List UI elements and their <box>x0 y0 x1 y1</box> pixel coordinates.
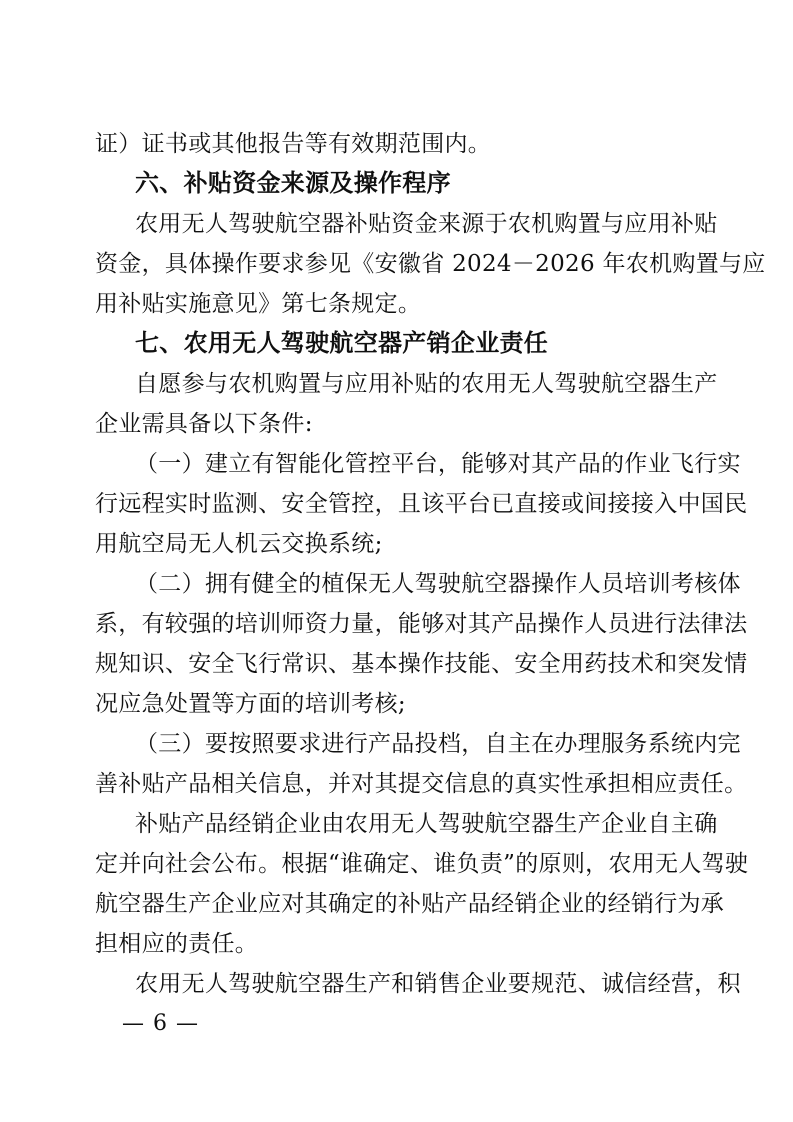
body-line-item-two: （二）拥有健全的植保无人驾驶航空器操作人员培训考核体 <box>135 571 741 597</box>
body-line: 行远程实时监测、安全管控，且该平台已直接或间接接入中国民 <box>95 491 748 517</box>
body-line: 善补贴产品相关信息，并对其提交信息的真实性承担相应责任。 <box>95 771 748 797</box>
body-line: 资金，具体操作要求参见《安徽省 2024－2026 年农机购置与应 <box>95 251 766 277</box>
body-line: 规知识、安全飞行常识、基本操作技能、安全用药技术和突发情 <box>95 651 748 677</box>
body-line: 农用无人驾驶航空器补贴资金来源于农机购置与应用补贴 <box>135 211 718 237</box>
body-line: 企业需具备以下条件: <box>95 411 313 437</box>
body-line: 况应急处置等方面的培训考核; <box>95 691 406 717</box>
body-line: 担相应的责任。 <box>95 931 259 957</box>
body-line: 用航空局无人机云交换系统; <box>95 531 383 557</box>
body-line-item-three: （三）要按照要求进行产品投档，自主在办理服务系统内完 <box>135 731 741 757</box>
body-line: 自愿参与农机购置与应用补贴的农用无人驾驶航空器生产 <box>135 371 718 397</box>
body-line: 定并向社会公布。根据“谁确定、谁负责”的原则，农用无人驾驶 <box>95 851 749 877</box>
body-line: 证）证书或其他报告等有效期范围内。 <box>95 131 492 157</box>
document-body <box>95 124 766 1044</box>
page-number: — 6 — <box>122 1011 199 1036</box>
body-line: 农用无人驾驶航空器生产和销售企业要规范、诚信经营，积 <box>135 971 741 997</box>
body-line: 补贴产品经销企业由农用无人驾驶航空器生产企业自主确 <box>135 811 718 837</box>
body-line: 航空器生产企业应对其确定的补贴产品经销企业的经销行为承 <box>95 891 725 917</box>
body-line: 用补贴实施意见》第七条规定。 <box>95 291 422 317</box>
heading-section-seven: 七、农用无人驾驶航空器产销企业责任 <box>135 330 549 357</box>
heading-section-six: 六、补贴资金来源及操作程序 <box>135 170 451 197</box>
body-line-item-one: （一）建立有智能化管控平台，能够对其产品的作业飞行实 <box>135 451 741 477</box>
body-line: 系，有较强的培训师资力量，能够对其产品操作人员进行法律法 <box>95 611 748 637</box>
